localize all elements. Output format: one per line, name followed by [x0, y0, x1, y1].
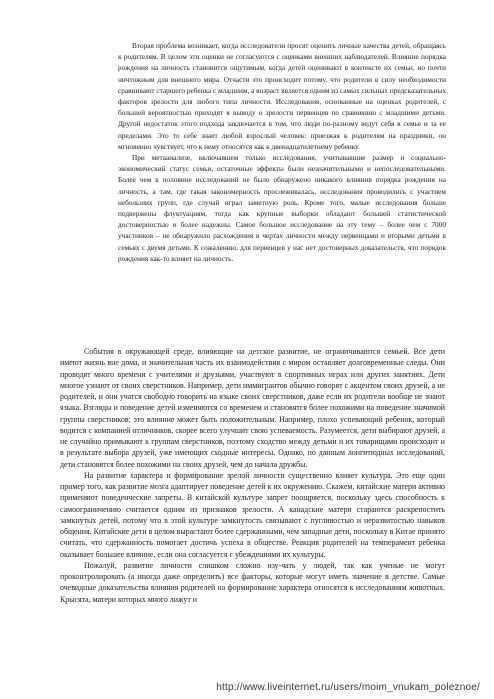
- source-url-watermark: http://www.liveinternet.ru/users/moim_vnukam_poleznoe/: [216, 682, 480, 693]
- main-paragraph-2: На развитие характера и формирование зрелой личности существенно влияет культура. Это еще один пример того, как развитие мозга адаптирует поведение детей к их окружению. Скажем, китайские матери активно применяют поведенческие запреты. В китайской культуре запрет поощряется, поскольку здесь способность к самоограничению считается одним из признаков зрелости. А канадские матери стараются раскрепостить замкнутых детей, потому что в этой культуре замкнутость связывают с пугливостью и неразвитостью навыков общения. Китайские дети в целом вырастают более сдержанными, чем западные дети, поскольку в Китае принято считать, что сдержанность помогает достичь успеха в обществе. Реакция родителей на темперамент ребенка оказывает большее влияние, если она согласуется с убеждениями их культуры.: [60, 470, 445, 559]
- inset-paragraph-1: Вторая проблема возникает, когда исследователи просят оценить личные качества детей, обращаясь к родителям. В целом эти оценки не согласуются с оценками внешних наблюдателей. Влияние порядка рождения на личность становится ощутимым, когда детей оценивают в контексте их семьи, но почти ничтожным для внешнего мира. Отчасти это происходит потому, что родители в силу необходимости сравнивают старшего ребенка с младшим, а возраст является одним из самых сильных предсказательных факторов зрелости для любого типа личности. Исследования, основанные на оценках родителей, с большей вероятностью приходят к выводу о зрелости первенцев по сравнению с младшими детьми. Другой недостаток этого подхода заключается в том, что люди по-разному ведут себя в семье и за ее пределами. Это то себе знает любой взрослый человек: приезжая к родителям на праздники, он мгновенно чувствует, что к нему относятся как к двенадцатилетнему ребенку.: [118, 41, 446, 151]
- indented-quote-block: [118, 40, 446, 264]
- main-paragraph-1: События в окружающей среде, влияющие на детское развитие, не ограничиваются семьей. Все дети имеют жизнь вне дома, и значительная часть их взаимодействия с миром оставляет долговременные следы. Они проводят много времени с учителями и друзьями, участвуют в спортивных играх или других занятиях. Дети многое узнают от своих сверстников. Например, дети иммигрантов обычно говорят с акцентом своих друзей, а не родителей, и они учатся свободно говорить на языке своих сверстников, даже если их родители вообще не знают языка. Взгляды и поведение детей изменяются со временем и становятся более похожими на поведение значимой группы сверстников; это влияние может быть положительным. Например, плохо успевающий ребенок, который водится с компанией отличников, скорее всего улучшит свою успеваемость. Разумеется, дети выбирают друзей, а не случайно примыкают к группам сверстников, поэтому сходство между детьми и их товарищами происходит и в результате выбора друзей, уже имеющих сходные интересы. Однако, по данным лонгитюдных исследований, дети становятся более похожими на своих друзей, чем до начала дружбы.: [60, 347, 445, 469]
- main-text-block: [60, 346, 445, 605]
- main-paragraph-3: Пожалуй, развитие личности слишком сложно изу-чать у людей, так как ученые не могут проконтролировать (а иногда даже определить) все факторы, которые могут иметь значение в детстве. Самые очевидные доказательства влияния родителей на формирование характера относятся к исследованиям животных. Крысята, матери которых много лижут и: [60, 560, 445, 604]
- inset-paragraph-2: При метаанализе, включавшем только исследования, учитывавшие размер и социально-экономический статус семьи, остаточные эффекты были незначительными и непоследовательными. Более чем в половине исследований не было обнаружено никакого влияния порядка рождения на личность, а там, где такая закономерность прослеживалась, исследования проводились с участием небольших групп, где случай играл заметную роль. Кроме того, малые исследования больше подвержены флуктуациям, тогда как крупные выборки обладают большей статистической достоверностью и более надежны. Самое большое исследование на эту тему – более чем с 7000 участников – не обнаружило расхождения в чертах личности между первенцами и вторыми детьми в семьях с двумя детьми. К сожалению, для первенцев у нас нет достоверных доказательств, что порядок рождения как-то влияет на личность.: [118, 153, 446, 263]
